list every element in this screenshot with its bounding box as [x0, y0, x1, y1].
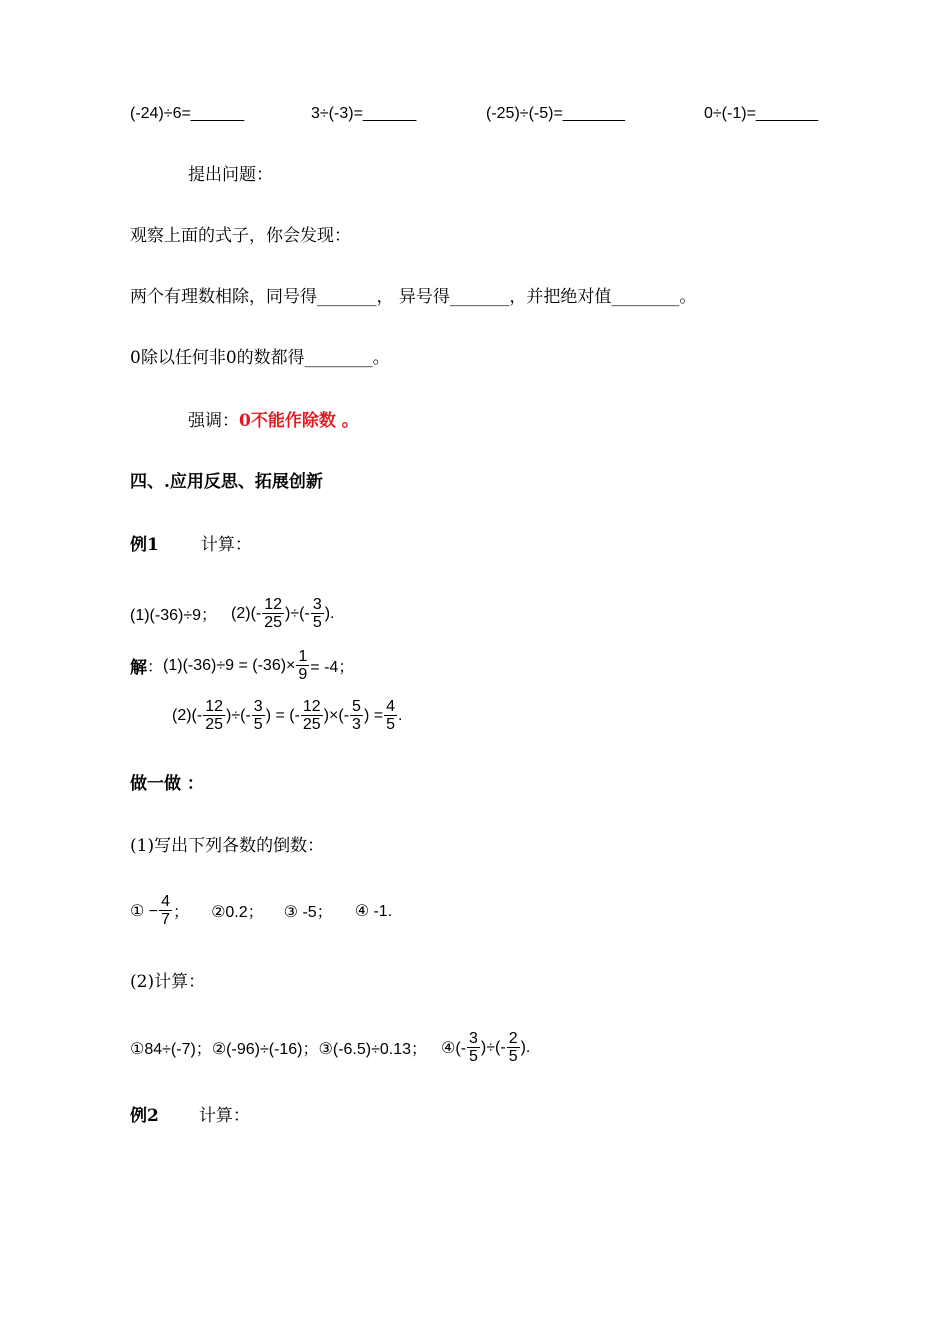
calc-item-4-end: ).: [520, 1038, 531, 1056]
recip-item-2: ②0.2；: [211, 904, 264, 921]
fraction: $\frac{12}{25}$: [205, 698, 224, 733]
emphasis-label: 强调：: [188, 411, 239, 431]
calc-item-4-op: )÷(-: [480, 1038, 506, 1056]
example-1-label: 例1: [130, 535, 159, 555]
example-2-label: 例2: [130, 1106, 159, 1126]
fraction: $\frac{4}{5}$: [386, 698, 395, 733]
calc-item-3: ③(-6.5)÷0.13；: [318, 1041, 428, 1058]
exercise-3: (-25)÷(-5)=_______: [486, 105, 626, 122]
solution-2-text: ) = (-: [265, 706, 300, 724]
solution-line-2: [172, 698, 402, 733]
solution-2-text: .: [397, 706, 403, 724]
zero-division-rule: 0除以任何非0的数都得________。: [130, 348, 390, 368]
solution-2-text: ) =: [363, 706, 384, 724]
exercise-2: 3÷(-3)=______: [311, 105, 417, 122]
fraction: $\frac{2}{5}$: [508, 1030, 518, 1065]
exercise-4: 0÷(-1)=_______: [704, 105, 819, 122]
example-1-problems: [130, 596, 335, 631]
try-1-prompt: (1)写出下列各数的倒数：: [130, 836, 325, 856]
calc-item-1: ①84÷(-7)；: [130, 1041, 212, 1058]
ex1-part2-open: (2)(-: [231, 604, 262, 622]
pose-question: 提出问题：: [188, 165, 273, 185]
emphasis-text: 0不能作除数 。: [239, 411, 359, 431]
recip-item-1-end: ；: [173, 904, 190, 921]
solution-label: 解: [130, 658, 147, 678]
recip-item-1: ① −: [130, 902, 159, 920]
fraction: $\frac{5}{3}$: [352, 698, 361, 733]
try-title: 做一做 ：: [130, 774, 204, 794]
fraction: $\frac{3}{5}$: [253, 698, 263, 733]
solution-1-pre: (1)(-36)÷9 = (-36)×: [163, 656, 296, 674]
calc-item-4: ④(-: [441, 1039, 467, 1057]
reciprocal-items: [130, 893, 392, 928]
fraction: $\frac{12}{25}$: [302, 698, 321, 733]
exercise-1: (-24)÷6=______: [130, 105, 245, 122]
example-2-heading: [130, 1105, 250, 1127]
example-1-heading: [130, 534, 252, 556]
calculation-items: [130, 1030, 530, 1065]
division-sign-rule: 两个有理数相除，同号得_______， 异号得_______，并把绝对值________。: [130, 287, 697, 307]
fraction: $\frac{3}{5}$: [469, 1030, 478, 1065]
fraction: $\frac{12}{25}$: [264, 596, 283, 631]
try-2-prompt: (2)计算：: [130, 972, 206, 992]
solution-2-text: )÷(-: [226, 706, 251, 724]
example-1-task: 计算：: [200, 535, 252, 555]
fraction: $\frac{4}{7}$: [161, 893, 171, 928]
solution-2-text: (2)(-: [172, 706, 203, 724]
solution-colon: ：: [147, 659, 164, 676]
ex1-part1: (1)(-36)÷9；: [130, 607, 218, 624]
ex1-part2-op: )÷(-: [285, 604, 310, 622]
fraction: $\frac{1}{9}$: [298, 648, 308, 683]
ex1-part2-close: ).: [324, 604, 335, 622]
fraction: $\frac{3}{5}$: [312, 596, 322, 631]
solution-1-end: = -4；: [310, 659, 355, 676]
solution-2-text: )×(-: [323, 706, 350, 724]
recip-item-3: ③ -5；: [283, 904, 333, 921]
solution-line-1: [130, 648, 354, 683]
emphasis-line: [188, 410, 359, 432]
recip-item-4: ④ -1.: [354, 902, 393, 920]
section-title: 四、.应用反思、拓展创新: [130, 472, 323, 492]
example-2-task: 计算：: [198, 1106, 250, 1126]
observe-prompt: 观察上面的式子，你会发现：: [130, 226, 351, 246]
calc-item-2: ②(-96)÷(-16)；: [211, 1041, 319, 1058]
